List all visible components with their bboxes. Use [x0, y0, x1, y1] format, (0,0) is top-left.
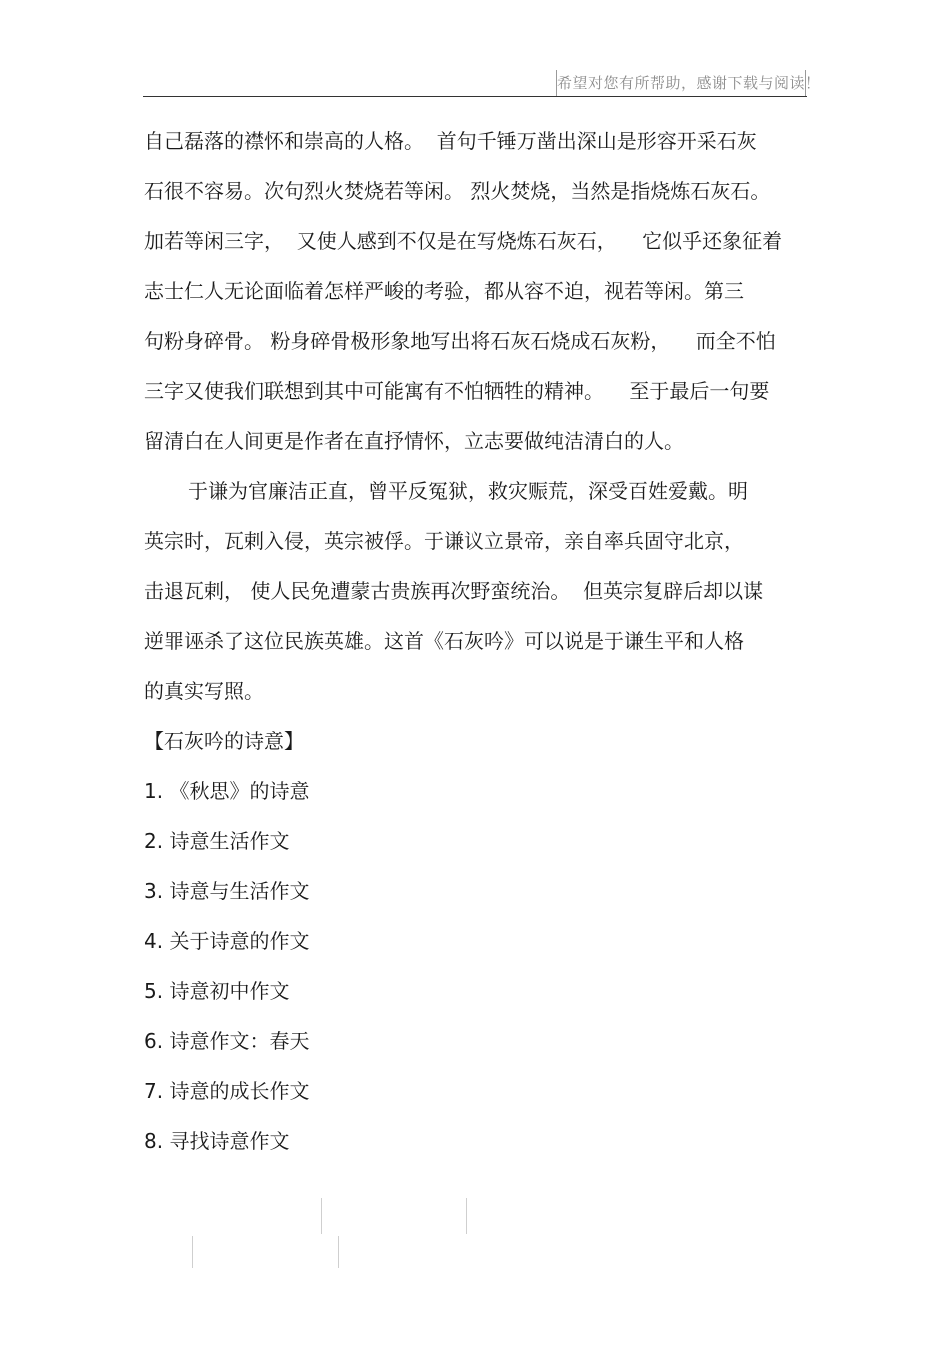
divider-mark [192, 1236, 193, 1268]
body-line: 石很不容易。次句烈火焚烧若等闲。 烈火焚烧，当然是指烧炼石灰石。 [144, 179, 771, 203]
related-item: 2. 诗意生活作文 [144, 829, 290, 853]
body-line: 自己磊落的襟怀和崇高的人格。 首句千锤万凿出深山是形容开采石灰 [144, 129, 757, 153]
related-item: 7. 诗意的成长作文 [144, 1079, 310, 1103]
related-item: 6. 诗意作文：春天 [144, 1029, 310, 1053]
related-item: 3. 诗意与生活作文 [144, 879, 310, 903]
divider-mark [466, 1198, 467, 1234]
related-item: 4. 关于诗意的作文 [144, 929, 310, 953]
header-rule [143, 96, 807, 97]
document-body [144, 116, 809, 1166]
body-line: 留清白在人间更是作者在直抒情怀，立志要做纯洁清白的人。 [144, 429, 684, 453]
divider-mark [321, 1198, 322, 1234]
body-line: 击退瓦剌， 使人民免遭蒙古贵族再次野蛮统治。 但英宗复辟后却以谋 [144, 579, 764, 603]
divider-mark [338, 1236, 339, 1268]
related-item: 8. 寻找诗意作文 [144, 1129, 290, 1153]
body-line: 逆罪诬杀了这位民族英雄。这首《石灰吟》可以说是于谦生平和人格 [144, 629, 744, 653]
body-line: 英宗时，瓦剌入侵，英宗被俘。于谦议立景帝，亲自率兵固守北京， [144, 529, 744, 553]
related-item: 5. 诗意初中作文 [144, 979, 290, 1003]
body-line: 加若等闲三字， 又使人感到不仅是在写烧炼石灰石， 它似乎还象征着 [144, 229, 783, 253]
body-line: 于谦为官廉洁正直，曾平反冤狱，救灾赈荒，深受百姓爱戴。明 [188, 479, 748, 503]
body-line: 三字又使我们联想到其中可能寓有不怕牺牲的精神。 至于最后一句要 [144, 379, 770, 403]
related-item: 1. 《秋思》的诗意 [144, 779, 310, 803]
related-heading: 【石灰吟的诗意】 [144, 729, 304, 753]
body-line: 的真实写照。 [144, 679, 264, 703]
header-note: 希望对您有所帮助，感谢下载与阅读！ [556, 70, 806, 96]
body-line: 句粉身碎骨。 粉身碎骨极形象地写出将石灰石烧成石灰粉， 而全不怕 [144, 329, 776, 353]
body-line: 志士仁人无论面临着怎样严峻的考验，都从容不迫，视若等闲。第三 [144, 279, 744, 303]
